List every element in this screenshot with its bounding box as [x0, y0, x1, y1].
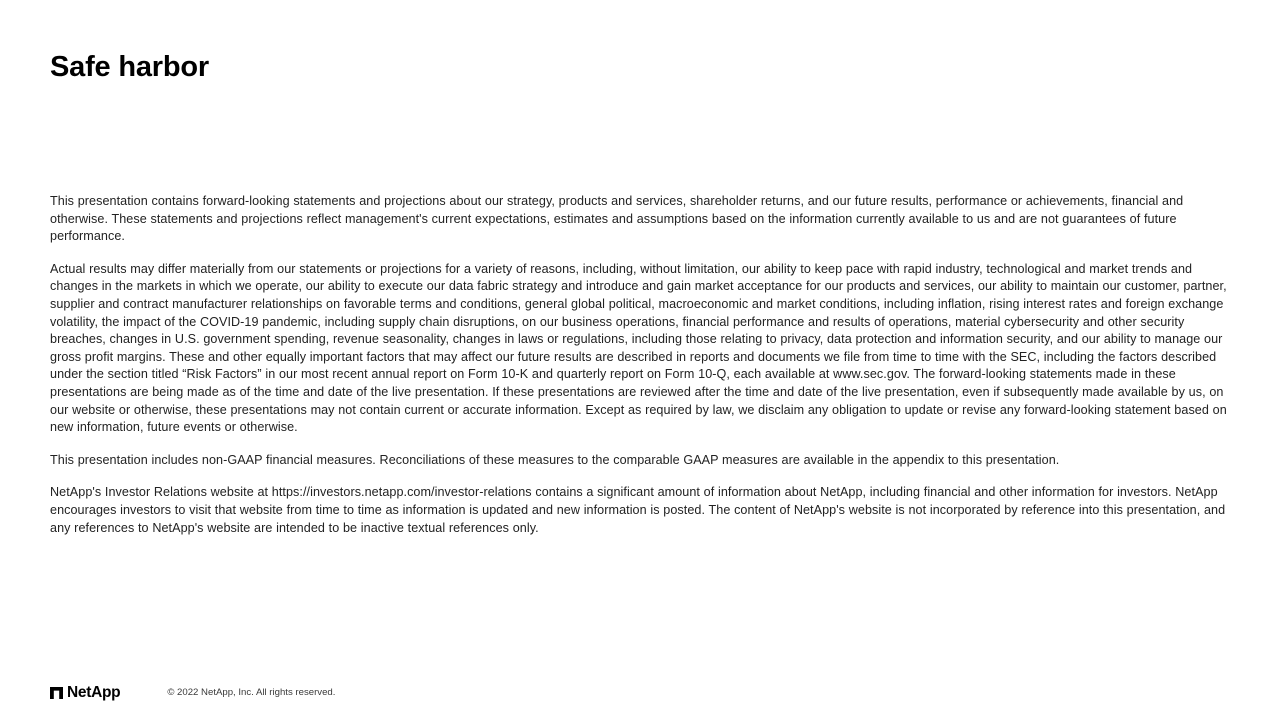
disclaimer-paragraph-2: Actual results may differ materially from our statements or projections for a variety of reasons, including, without limitation, our ability to keep pace with rapid industry, technological and market trends and changes in the markets in which we operate, our ability to execute our data fabric strategy and introduce and gain market acceptance for our products and services, our ability to maintain our customer, partner, supplier and contract manufacturer relationships on favorable terms and conditions, general global political, macroeconomic and market conditions, including inflation, rising interest rates and foreign exchange volatility, the impact of the COVID-19 pandemic, including supply chain disruptions, on our business operations, financial performance and results of operations, material cybersecurity and other security breaches, changes in U.S. government spending, revenue seasonality, changes in laws or regulations, including those relating to privacy, data protection and information security, and our ability to manage our gross profit margins. These and other equally important factors that may affect our future results are described in reports and documents we file from time to time with the SEC, including the factors described under the section titled “Risk Factors” in our most recent annual report on Form 10-K and quarterly report on Form 10-Q, each available at www.sec.gov. The forward-looking statements made in these presentations are being made as of the time and date of the live presentation. If these presentations are reviewed after the time and date of the live presentation, even if subsequently made available by us, on our website or otherwise, these presentations may not contain current or accurate information. Except as required by law, we disclaim any obligation to update or revise any forward-looking statement based on new information, future events or otherwise. [50, 261, 1227, 435]
netapp-logo [50, 684, 120, 702]
page-title: Safe harbor [50, 51, 209, 83]
disclaimer-paragraph-3: This presentation includes non-GAAP financial measures. Reconciliations of these measures to the comparable GAAP measures are available in the appendix to this presentation. [50, 452, 1060, 467]
netapp-logo-mark-icon [50, 687, 63, 699]
netapp-wordmark: NetApp [67, 684, 121, 702]
copyright-notice: © 2022 NetApp, Inc. All rights reserved. [167, 687, 336, 699]
disclaimer-paragraph-1: This presentation contains forward-looking statements and projections about our strategy, products and services, shareholder returns, and our future results, performance or achievements, financial and otherwise. These statements and projections reflect management's current expectations, estimates and assumptions based on the information currently available to us and are not guarantees of future performance. [50, 194, 1184, 244]
slide-footer [50, 684, 335, 702]
body-content [50, 193, 1230, 537]
disclaimer-paragraph-4: NetApp's Investor Relations website at https://investors.netapp.com/investor-relations contains a significant amount of information about NetApp, including financial and other information for investors. NetApp encourages investors to visit that website from time to time as information is updated and new information is posted. The content of NetApp's website is not incorporated by reference into this presentation, and any references to NetApp's website are intended to be inactive textual references only. [50, 485, 1226, 535]
